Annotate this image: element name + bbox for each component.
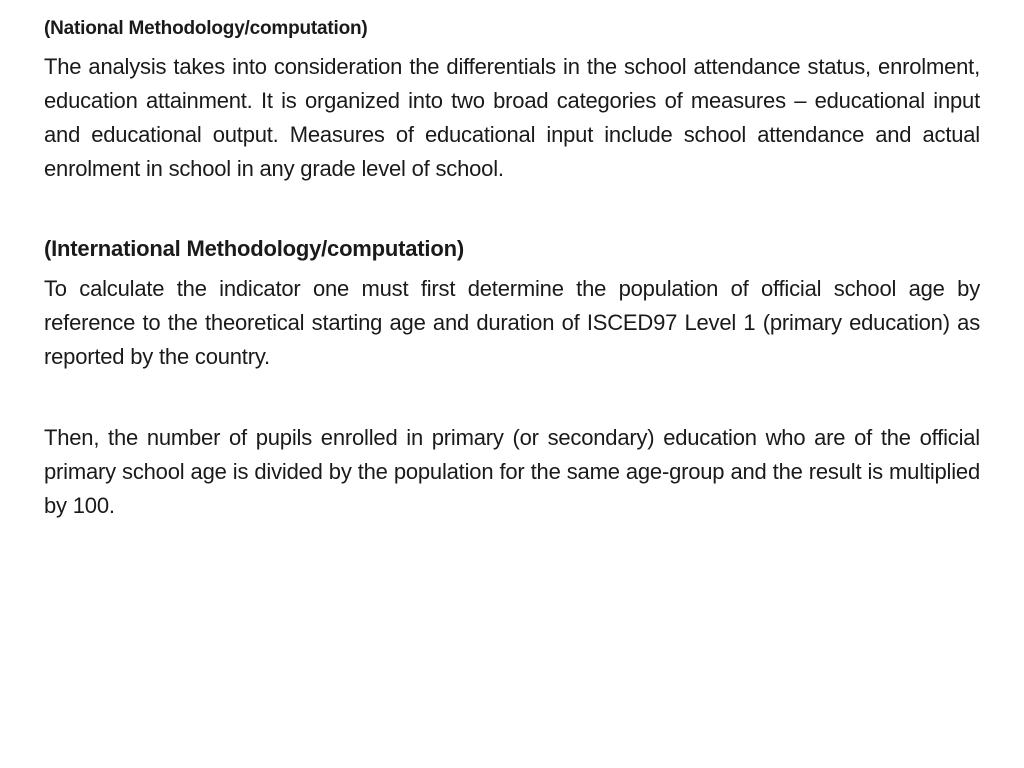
spacer: [44, 186, 980, 232]
spacer: [44, 374, 980, 421]
national-methodology-heading: (National Methodology/computation): [44, 18, 368, 39]
international-methodology-paragraph-1: To calculate the indicator one must first determine the population of official school age by reference to the theoretical starting age and duration of ISCED97 Level 1 (primary education) as reported by the country.: [44, 276, 980, 369]
national-methodology-paragraph: The analysis takes into consideration the differentials in the school attendance status, enrolment, education attainment. It is organized into two broad categories of measures – educational input and educational output. Measures of educational input include school attendance and actual enrolment in school in any grade level of school.: [44, 54, 980, 181]
slide-content: [44, 14, 980, 523]
international-methodology-heading: (International Methodology/computation): [44, 236, 464, 261]
international-methodology-paragraph-2: Then, the number of pupils enrolled in primary (or secondary) education who are of the official primary school age is divided by the population for the same age-group and the result is multiplied by 100.: [44, 425, 980, 518]
